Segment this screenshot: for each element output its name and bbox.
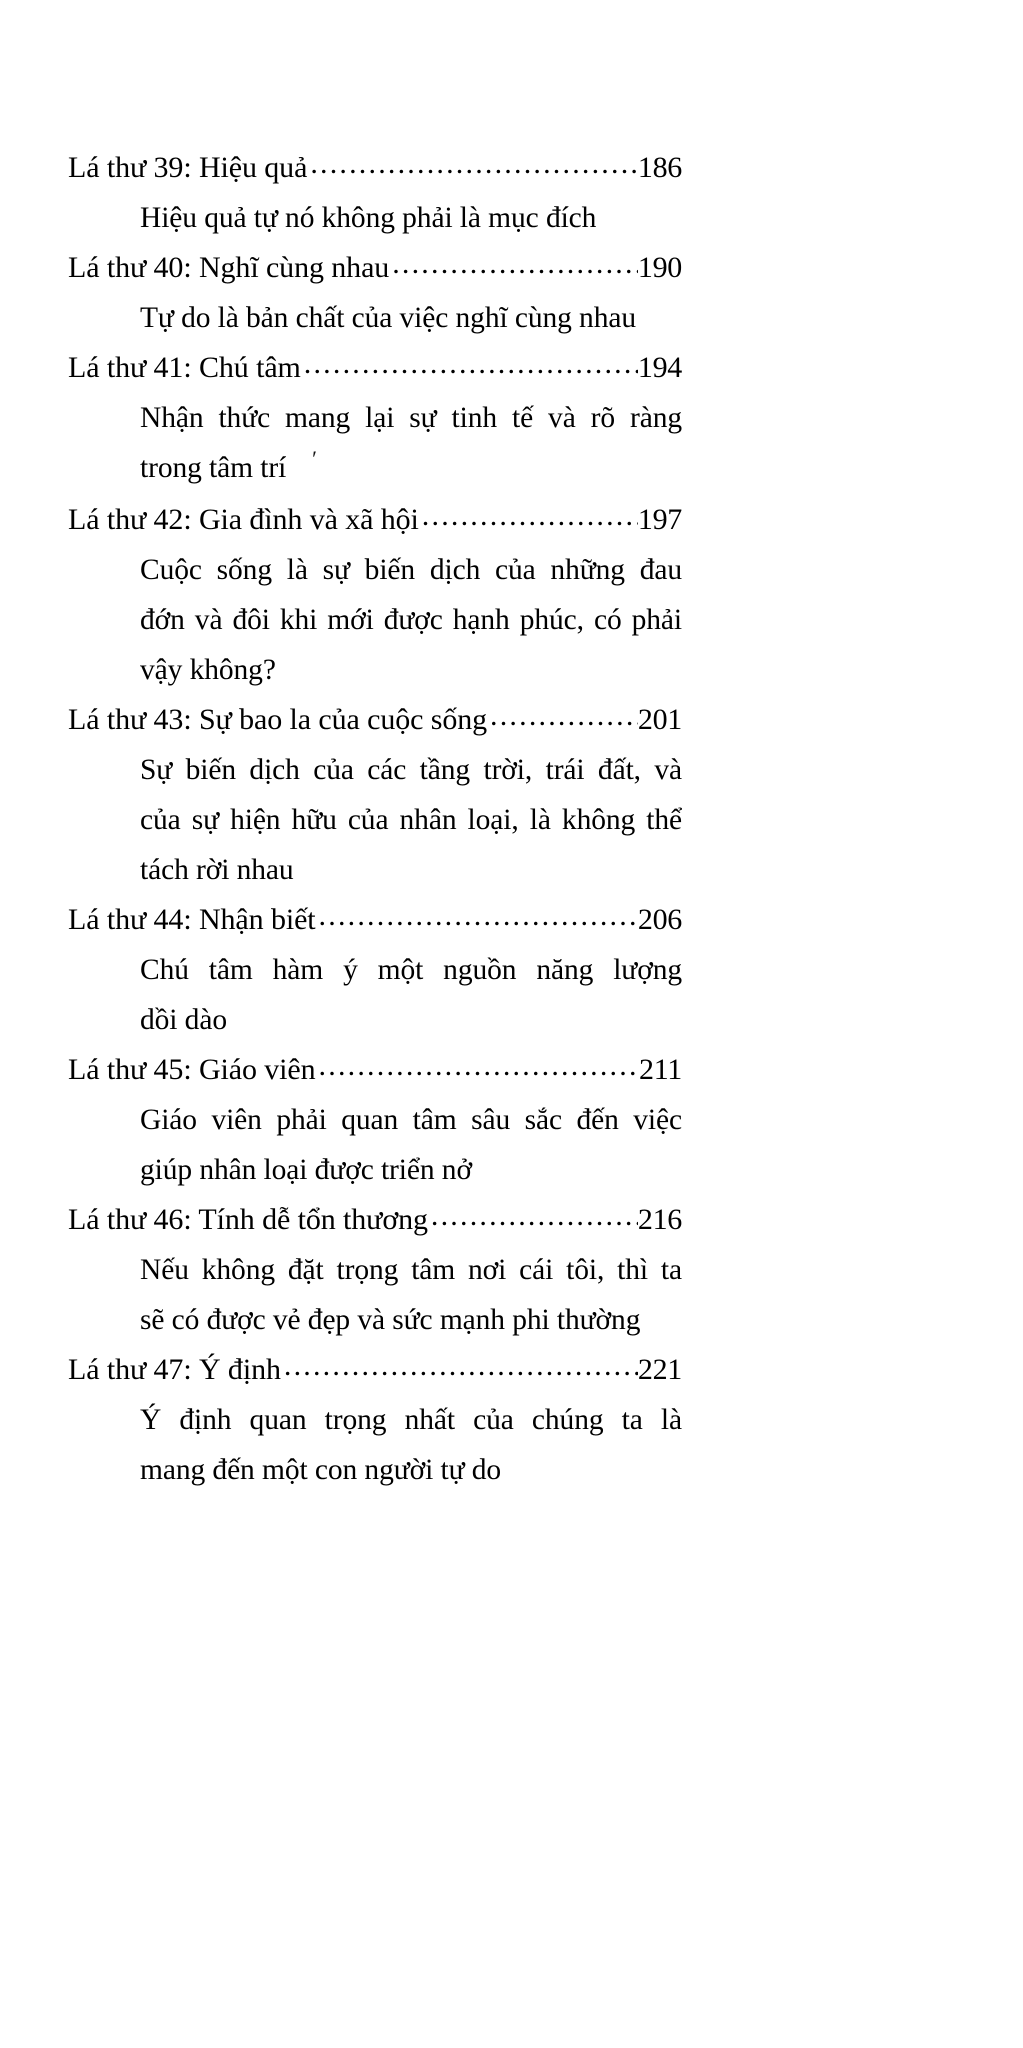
toc-page-number: 194 <box>637 351 682 384</box>
toc-entry <box>68 1345 682 1495</box>
dot-leader <box>319 1053 639 1083</box>
toc-page-number: 190 <box>637 251 682 284</box>
toc-description-line: trong tâm trí ′ <box>140 443 682 495</box>
toc-page-number: 201 <box>637 703 682 736</box>
toc-page-number: 186 <box>637 151 682 184</box>
toc-entry-title: Lá thư 40: Nghĩ cùng nhau <box>68 251 390 284</box>
toc-description-line: sẽ có được vẻ đẹp và sức mạnh phi thường <box>140 1304 641 1336</box>
toc-entry-description <box>68 193 682 243</box>
toc-entry-description <box>68 393 682 495</box>
toc-description-line: Ý định quan trọng nhất của chúng ta là <box>140 1404 682 1436</box>
toc-description-line: tách rời nhau <box>140 854 294 886</box>
toc-entry <box>68 895 682 1045</box>
toc-entry-description <box>68 745 682 895</box>
toc-entry-title: Lá thư 41: Chú tâm <box>68 351 301 384</box>
toc-entry <box>68 1045 682 1195</box>
toc-entry-line[interactable] <box>68 695 682 745</box>
toc-entry-title: Lá thư 44: Nhận biết <box>68 903 316 936</box>
toc-description-line: Cuộc sống là sự biến dịch của những đau <box>140 554 682 586</box>
toc-description-line: Nếu không đặt trọng tâm nơi cái tôi, thì ta <box>140 1254 682 1286</box>
toc-entry-title: Lá thư 45: Giáo viên <box>68 1053 316 1086</box>
toc-entry-description <box>68 293 682 343</box>
toc-description-line: vậy không? <box>140 654 276 686</box>
toc-description-line: giúp nhân loại được triển nở <box>140 1154 472 1186</box>
toc-entry-line[interactable] <box>68 243 682 293</box>
toc-entry-line[interactable] <box>68 1345 682 1395</box>
toc-entry-description <box>68 1095 682 1195</box>
toc-page-number: 221 <box>637 1353 682 1386</box>
toc-entry-description <box>68 945 682 1045</box>
toc-description-line: Hiệu quả tự nó không phải là mục đích <box>140 202 597 234</box>
toc-entry <box>68 343 682 495</box>
dot-leader <box>319 903 638 933</box>
toc-description-line: dồi dào <box>140 1004 227 1036</box>
toc-entry-line[interactable] <box>68 895 682 945</box>
dot-leader <box>490 703 638 733</box>
toc-entry <box>68 143 682 243</box>
toc-description-line: Tự do là bản chất của việc nghĩ cùng nhau <box>140 302 637 334</box>
toc-entry-line[interactable] <box>68 495 682 545</box>
toc-entry-description <box>68 1395 682 1495</box>
toc-description-line: Giáo viên phải quan tâm sâu sắc đến việc <box>140 1104 682 1136</box>
toc-entry-description <box>68 545 682 695</box>
dot-leader <box>310 151 638 181</box>
toc-entry <box>68 695 682 895</box>
toc-entry-list <box>68 143 682 1495</box>
toc-entry <box>68 1195 682 1345</box>
toc-description-line: Sự biến dịch của các tầng trời, trái đất, và <box>140 754 682 786</box>
toc-description-line: Chú tâm hàm ý một nguồn năng lượng <box>140 954 682 986</box>
toc-entry-title: Lá thư 46: Tính dễ tổn thương <box>68 1203 428 1236</box>
toc-entry-title: Lá thư 39: Hiệu quả <box>68 151 308 184</box>
toc-description-line: đớn và đôi khi mới được hạnh phúc, có phải <box>140 604 682 636</box>
dot-leader <box>284 1353 638 1383</box>
toc-description-line: Nhận thức mang lại sự tinh tế và rõ ràng <box>140 402 682 434</box>
dot-leader <box>431 1203 638 1233</box>
dot-leader <box>422 503 638 533</box>
toc-entry-title: Lá thư 42: Gia đình và xã hội <box>68 503 419 536</box>
dot-leader <box>392 251 638 281</box>
toc-page-number: 216 <box>637 1203 682 1236</box>
toc-page-number: 206 <box>637 903 682 936</box>
toc-entry-line[interactable] <box>68 343 682 393</box>
toc-description-line: của sự hiện hữu của nhân loại, là không thể <box>140 804 682 836</box>
toc-description-line: mang đến một con người tự do <box>140 1454 502 1486</box>
toc-page-number: 197 <box>637 503 682 536</box>
dot-leader <box>304 351 638 381</box>
toc-entry-title: Lá thư 47: Ý định <box>68 1353 281 1386</box>
toc-entry-description <box>68 1245 682 1345</box>
toc-entry-line[interactable] <box>68 1195 682 1245</box>
scan-artifact-mark: ′ <box>312 446 317 471</box>
toc-entry <box>68 243 682 343</box>
toc-page-number: 211 <box>639 1053 682 1086</box>
toc-entry-line[interactable] <box>68 1045 682 1095</box>
toc-entry-line[interactable] <box>68 143 682 193</box>
toc-entry <box>68 495 682 695</box>
toc-entry-title: Lá thư 43: Sự bao la của cuộc sống <box>68 703 488 736</box>
